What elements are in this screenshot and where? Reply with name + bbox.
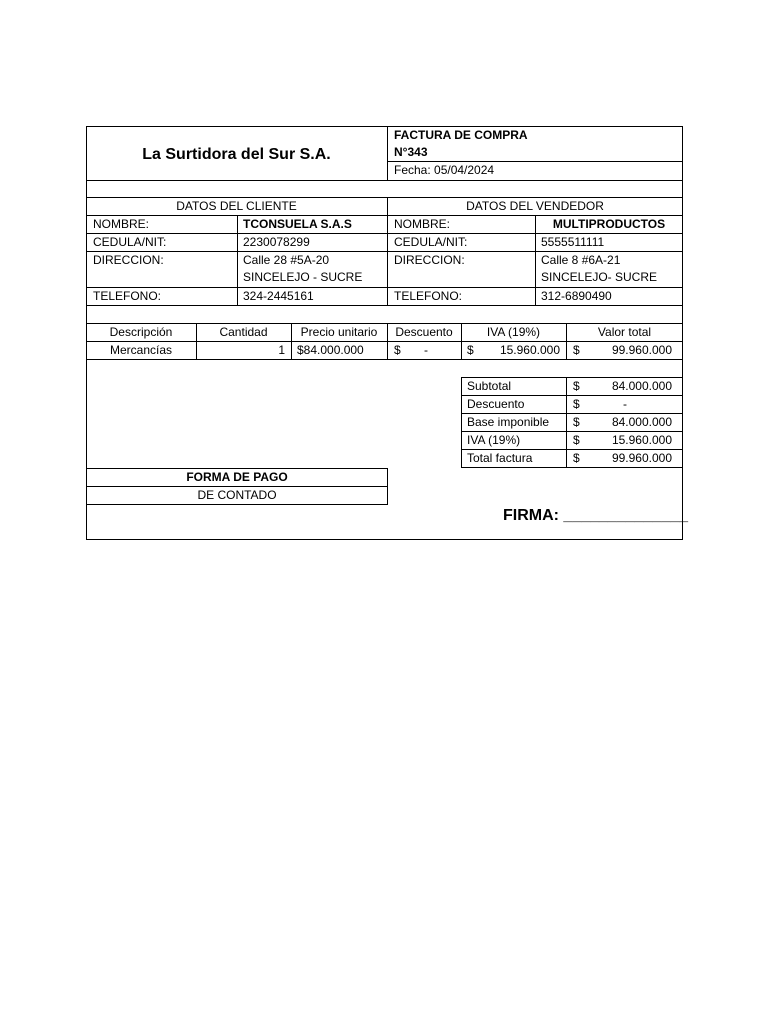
client-header: DATOS DEL CLIENTE: [176, 199, 297, 213]
payment-method: DE CONTADO: [197, 488, 277, 502]
totals-subtotal-currency: $: [573, 379, 580, 393]
client-name-label: NOMBRE:: [93, 217, 150, 231]
party-phone-line: [86, 305, 683, 306]
vendor-phone: 312-6890490: [541, 289, 612, 303]
totals-iva-value: 15.960.000: [611, 433, 672, 447]
invoice-date: Fecha: 05/04/2024: [394, 163, 495, 177]
item-unit-price: $84.000.000: [297, 343, 364, 357]
company-name: La Surtidora del Sur S.A.: [142, 146, 331, 163]
vendor-name: MULTIPRODUCTOS: [552, 217, 666, 231]
signature-line: FIRMA: ______________: [503, 507, 689, 524]
client-phone-label: TELEFONO:: [93, 289, 162, 303]
client-address-line2: SINCELEJO - SUCRE: [243, 270, 363, 284]
totals-total-currency: $: [573, 451, 580, 465]
totals-discount-value: -: [623, 397, 627, 411]
totals-subtotal-value: 84.000.000: [611, 379, 672, 393]
items-header-quantity: Cantidad: [219, 325, 268, 339]
vendor-address-line2: SINCELEJO- SUCRE: [541, 270, 658, 284]
item-total: 99.960.000: [611, 343, 672, 357]
items-header-discount: Descuento: [395, 325, 453, 339]
item-iva: 15.960.000: [499, 343, 560, 357]
client-id-label: CEDULA/NIT:: [93, 235, 167, 249]
client-value-divider: [237, 215, 238, 305]
items-header-unit-price: Precio unitario: [300, 325, 378, 339]
totals-iva-currency: $: [573, 433, 580, 447]
totals-base-label: Base imponible: [467, 415, 550, 429]
invoice-title: FACTURA DE COMPRA: [394, 128, 528, 142]
vendor-address-label: DIRECCION:: [394, 253, 465, 267]
items-header-description: Descripción: [109, 325, 173, 339]
vendor-phone-label: TELEFONO:: [394, 289, 463, 303]
item-quantity: 1: [278, 343, 285, 357]
items-bottom-line: [86, 359, 683, 360]
vendor-name-label: NOMBRE:: [394, 217, 451, 231]
totals-total-label: Total factura: [467, 451, 533, 465]
item-discount-currency: $: [394, 343, 401, 357]
item-total-currency: $: [573, 343, 580, 357]
header-bottom-line: [86, 180, 683, 181]
client-phone: 324-2445161: [243, 289, 314, 303]
item-iva-currency: $: [467, 343, 474, 357]
client-address-line1: Calle 28 #5A-20: [243, 253, 330, 267]
header-divider: [387, 126, 388, 181]
totals-subtotal-label: Subtotal: [467, 379, 512, 393]
totals-discount-currency: $: [573, 397, 580, 411]
totals-total-value: 99.960.000: [611, 451, 672, 465]
payment-header: FORMA DE PAGO: [186, 470, 288, 484]
item-discount: -: [424, 343, 428, 357]
invoice-number: N°343: [394, 145, 428, 159]
totals-discount-label: Descuento: [467, 397, 525, 411]
vendor-id-label: CEDULA/NIT:: [394, 235, 468, 249]
vendor-header: DATOS DEL VENDEDOR: [466, 199, 604, 213]
client-name: TCONSUELA S.A.S: [243, 217, 352, 231]
totals-base-value: 84.000.000: [611, 415, 672, 429]
client-id: 2230078299: [243, 235, 310, 249]
items-header-iva: IVA (19%): [486, 325, 541, 339]
totals-base-currency: $: [573, 415, 580, 429]
vendor-address-line1: Calle 8 #6A-21: [541, 253, 621, 267]
items-header-total: Valor total: [597, 325, 652, 339]
vendor-id: 5555511111: [541, 235, 605, 249]
totals-iva-label: IVA (19%): [467, 433, 521, 447]
client-address-label: DIRECCION:: [93, 253, 164, 267]
item-description: Mercancías: [109, 343, 173, 357]
